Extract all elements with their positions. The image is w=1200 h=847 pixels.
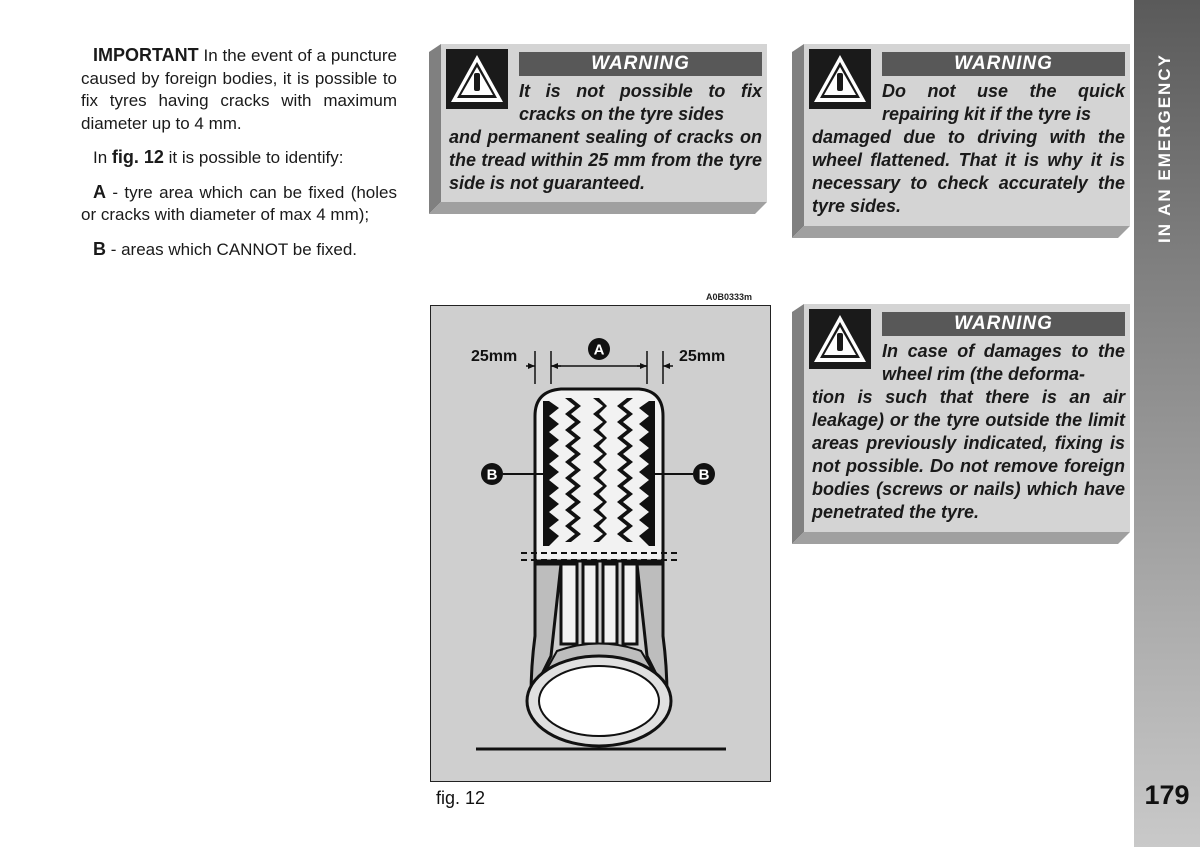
fig-reference-paragraph — [81, 146, 397, 170]
item-a-label: A — [93, 181, 106, 202]
tyre-cross-section-drawing — [431, 306, 770, 781]
label-a: A — [593, 341, 605, 359]
important-label: IMPORTANT — [93, 45, 199, 65]
section-sidebar — [1134, 0, 1200, 847]
intro-text — [81, 44, 397, 272]
warning-header: WARNING — [882, 52, 1125, 76]
warning-triangle-icon — [809, 49, 871, 109]
item-b-text: - areas which CANNOT be fixed. — [106, 239, 357, 259]
item-b-label: B — [93, 238, 106, 259]
warning-triangle-icon — [809, 309, 871, 369]
warning-box-3 — [792, 304, 1130, 544]
figure-code: A0B0333m — [706, 292, 753, 302]
warning-text-first: In case of damages to the wheel rim (the deforma- — [882, 341, 1125, 384]
dimension-left: 25mm — [471, 348, 518, 365]
fig-ref-prefix: In — [93, 148, 112, 167]
page-number: 179 — [1144, 780, 1190, 810]
warning-header: WARNING — [882, 312, 1125, 336]
item-a-paragraph — [81, 181, 397, 227]
section-title: IN AN EMERGENCY — [1155, 53, 1174, 243]
fig-ref-suffix: it is possible to identify: — [163, 148, 344, 167]
warning-text-first: Do not use the quick repairing kit if the tyre is — [882, 81, 1125, 124]
important-text: In the event of a puncture caused by foreign bodies, it is possible to fix tyres having cracks with maximum diameter up to 4 mm. — [81, 46, 397, 133]
warning-header: WARNING — [519, 52, 762, 76]
warning-box-2 — [792, 44, 1130, 238]
warning-text-rest: and permanent sealing of cracks on the tread within 25 mm from the tyre side is not guaranteed. — [449, 127, 762, 193]
warning-text-rest: damaged due to driving with the wheel flattened. That it is why it is necessary to check accurately the tyre sides. — [812, 127, 1125, 216]
fig-ref-bold: fig. 12 — [111, 147, 164, 167]
item-a-text: - tyre area which can be fixed (holes or cracks with diameter of max 4 mm); — [81, 182, 397, 224]
warning-triangle-icon — [446, 49, 508, 109]
label-b-left: B — [486, 466, 498, 484]
important-paragraph — [81, 44, 397, 135]
item-b-paragraph — [81, 238, 397, 262]
warning-text-rest: tion is such that there is an air leakage) or the tyre outside the limit areas previously indicated, fixing is not possible. Do not remove foreign bodies (screws or nails) which have penetrated the tyre. — [812, 387, 1125, 522]
tyre-figure — [430, 305, 771, 782]
label-b-right: B — [698, 466, 710, 484]
warning-text-first: It is not possible to fix cracks on the tyre sides — [519, 81, 762, 124]
figure-caption: fig. 12 — [436, 788, 486, 808]
dimension-right: 25mm — [679, 348, 726, 365]
warning-box-1 — [429, 44, 767, 214]
